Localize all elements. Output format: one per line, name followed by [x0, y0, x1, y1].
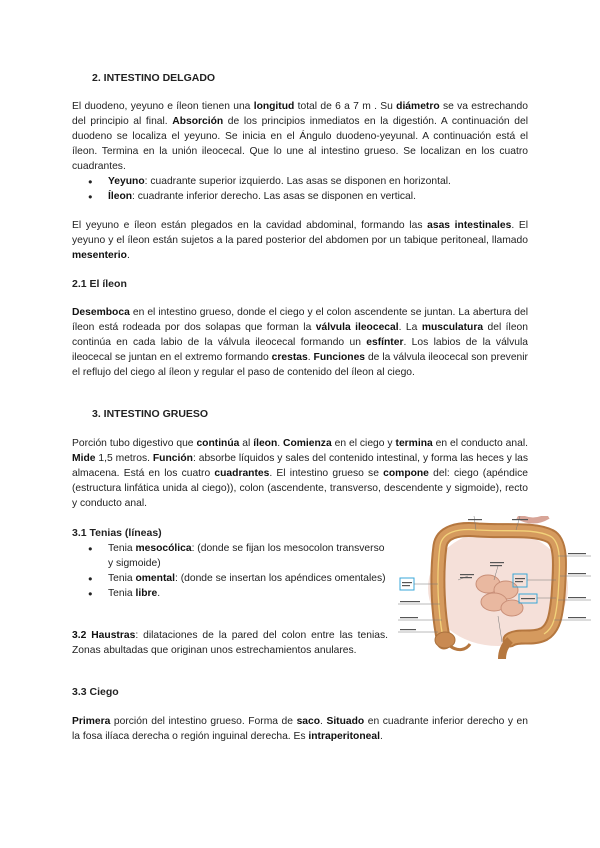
- text-run: .: [277, 438, 284, 449]
- text-run: : cuadrante superior izquierdo. Las asas se disponen en horizontal.: [144, 176, 451, 187]
- section-3-1: [72, 541, 387, 601]
- paragraph-intestino-delgado: [72, 99, 528, 174]
- bullet-list-delgado: [72, 174, 528, 204]
- bullet-yeyuno: [72, 174, 528, 189]
- text-run: . El intestino grueso se: [269, 468, 384, 479]
- heading-intestino-delgado: 2. INTESTINO DELGADO: [92, 72, 216, 84]
- text-run: Tenia: [108, 588, 136, 599]
- bold-term: esfínter: [366, 337, 404, 348]
- text-run: .: [126, 250, 130, 261]
- bold-term: válvula ileocecal: [315, 322, 399, 333]
- text-run: El duodeno, yeyuno e íleon tienen una: [72, 101, 254, 112]
- bold-term: Función: [152, 453, 193, 464]
- bold-term: Primera: [72, 716, 111, 727]
- text-run: en el conducto anal.: [432, 438, 528, 449]
- text-run: : (donde se fijan los mesocolon transverso y sigmoide): [108, 543, 385, 569]
- bullet-list-tenias: [72, 541, 387, 601]
- text-run: al: [239, 438, 254, 449]
- text-run: .: [157, 588, 161, 599]
- text-run: : (donde se insertan los apéndices omentales): [174, 573, 386, 584]
- heading-ciego: 3.3 Ciego: [72, 686, 119, 698]
- text-run: se va estrechando del principio al final.: [72, 101, 528, 127]
- bold-term: mesenterio: [72, 250, 127, 261]
- paragraph-asas-intestinales: [72, 218, 528, 263]
- text-run: porción del intestino grueso. Forma de: [110, 716, 297, 727]
- bold-term: cuadrantes: [214, 468, 270, 479]
- text-run: .: [379, 731, 383, 742]
- paragraph-el-ileon: [72, 305, 528, 380]
- text-run: Tenia: [108, 573, 136, 584]
- bold-term: Comienza: [283, 438, 332, 449]
- paragraph-intestino-grueso: [72, 436, 528, 511]
- bold-term: Íleon: [108, 191, 133, 202]
- text-run: : cuadrante inferior derecho. Las asas se disponen en vertical.: [132, 191, 416, 202]
- bold-term: mesocólica: [135, 543, 192, 554]
- bold-term: Absorción: [172, 116, 224, 127]
- text-run: de los principios inmediatos en la digestión. A continuación del duodeno se localiza el yeyuno. Se inicia en el Ángulo duodeno-yeyunal. A continuación está el íleon. Termina en la unión ileocecal. Que lo une al intestino grueso. Se localizan en los cuatro cuadrantes.: [72, 116, 528, 172]
- text-run: . La: [398, 322, 422, 333]
- section-3-3: [72, 714, 528, 744]
- large-intestine-illustration: [398, 516, 591, 659]
- bold-term: Funciones: [313, 352, 366, 363]
- bold-term: termina: [395, 438, 433, 449]
- text-run: . Los labios de la válvula ileocecal se juntan en el extremo formando: [72, 337, 528, 363]
- text-run: 1,5 metros.: [95, 453, 153, 464]
- bold-term: crestas: [271, 352, 308, 363]
- bold-term: Situado: [326, 716, 365, 727]
- text-run: en cuadrante inferior derecho y en la fosa ilíaca derecha o región inguinal derecha. Es: [72, 716, 528, 742]
- bold-term: intraperitoneal: [308, 731, 380, 742]
- bullet-ileon: [72, 189, 528, 204]
- bold-term: 3.2 Haustras: [72, 630, 136, 641]
- bold-term: saco: [296, 716, 321, 727]
- bullet-tenia-omental: [72, 571, 387, 586]
- heading-intestino-grueso: 3. INTESTINO GRUESO: [92, 408, 209, 420]
- section-3: [72, 436, 528, 511]
- section-2-1: [72, 305, 528, 380]
- bold-term: longitud: [253, 101, 295, 112]
- bold-term: asas intestinales: [427, 220, 512, 231]
- text-run: : absorbe líquidos y sales del contenido intestinal, y forma las heces y las almacena. Está en los cuatro: [72, 453, 528, 479]
- bold-term: compone: [383, 468, 429, 479]
- bold-term: continúa: [196, 438, 240, 449]
- bold-term: libre: [135, 588, 158, 599]
- text-run: en el ciego y: [331, 438, 396, 449]
- text-run: total de 6 a 7 m . Su: [294, 101, 397, 112]
- text-run: . El yeyuno y el íleon están sujetos a la pared posterior del abdomen por un tabique peritoneal, llamado: [72, 220, 528, 246]
- text-run: El yeyuno e íleon están plegados en la cavidad abdominal, formando las: [72, 220, 428, 231]
- section-3-2: [72, 628, 388, 658]
- bold-term: Desemboca: [72, 307, 130, 318]
- bold-term: musculatura: [421, 322, 484, 333]
- text-run: en el intestino grueso, donde el ciego y el colon ascendente se juntan. La abertura del íleon está rodeada por dos solapas que forman la: [72, 307, 528, 333]
- bold-term: diámetro: [396, 101, 440, 112]
- bullet-tenia-libre: [72, 586, 387, 601]
- text-run: .: [307, 352, 314, 363]
- paragraph-haustras: [72, 628, 388, 658]
- text-run: Tenia: [108, 543, 136, 554]
- text-run: del: ciego (apéndice (estructura linfática unida al ciego)), colon (ascendente, transverso, descendente y sigmoide), recto y conducto anal.: [72, 468, 528, 509]
- text-run: de la válvula ileocecal son prevenir el reflujo del ciego al íleon y regular el paso de contenido del íleon al ciego.: [72, 352, 528, 378]
- text-run: .: [320, 716, 327, 727]
- bold-term: Mide: [72, 453, 96, 464]
- paragraph-ciego: [72, 714, 528, 744]
- bold-term: Yeyuno: [108, 176, 145, 187]
- bullet-tenia-mesocolica: [72, 541, 387, 571]
- text-run: : dilataciones de la pared del colon entre las tenias. Zonas abultadas que originan unos estrechamientos anulares.: [72, 630, 388, 656]
- heading-tenias: 3.1 Tenias (líneas): [72, 527, 162, 539]
- text-run: del íleon continúa en cada labio de la válvula ileocecal formando un: [72, 322, 529, 348]
- bold-term: íleon: [253, 438, 278, 449]
- section-2-paragraph-2: [72, 218, 528, 263]
- heading-el-ileon: 2.1 El íleon: [72, 278, 127, 290]
- text-run: Porción tubo digestivo que: [72, 438, 197, 449]
- bold-term: omental: [135, 573, 175, 584]
- section-2-paragraph: [72, 99, 528, 204]
